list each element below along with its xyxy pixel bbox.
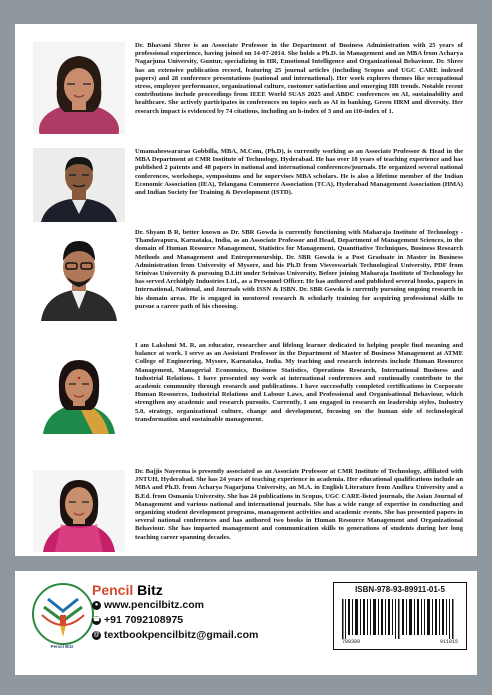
author-bio-3 [33, 229, 463, 321]
barcode-digits [342, 639, 458, 645]
publisher-footer [15, 571, 477, 675]
author-bio-4 [33, 342, 463, 434]
isbn-barcode [333, 582, 467, 650]
author-photo-2 [33, 148, 125, 222]
publisher-name [92, 582, 163, 598]
barcode-bars [342, 599, 458, 639]
logo-caption: Pencil Bitz [50, 644, 74, 649]
publisher-logo [32, 583, 94, 645]
website-row[interactable] [92, 599, 204, 611]
author-bio-text-3: Dr. Shyam B R, better known as Dr. SBR Gowda is currently functioning with Maharaja Institute of Technology - Thandavapura, Karnataka, India, as an Associate Professor and Head, Department of Management Sciences, in the domain of Human Resource Management, Statistics for Management, Quantitative Techniques, Business Research Methods and Management and Entrepreneurship. Dr. SBR Gowda is a Post Graduate in Master in Business Administration from University of Mysore, and his Ph.D from Visveswariah Technological University, PDF from Srinivas University & pursuing D.Litt under Srinivas University. Before joining Maharaja Institute of Technology he has served Archidply Industries Ltd., as a Personnel Officer. He has authored and published several books, papers in International, National, and Journals with ISSN & ISBN. Dr. SBR Gowda is currently pursuing ongoing research in his domain areas. He is engaged in mentored research & scholarly training for acquiring professional skills to pursue a career path of his choosing. [135, 229, 464, 310]
barcode-digits-right: 911015 [439, 639, 458, 645]
author-bio-5 [33, 468, 463, 552]
isbn-label: ISBN-978-93-89911-01-5 [355, 585, 445, 594]
author-bio-text-4: I am Lakshmi M. R, an educator, researcher and lifelong learner dedicated to helping people find meaning and balance at work. I serve as an Assistant Professor in the Department of Master of Business Management at ATME College of Engineering, Mysore, Karnataka, India. My teaching and research interests include Human Resource Management, Managerial Economics, Business Statistics, Operations Research, International Business and Industrial Relations. I have presented my work at international conferences and continually contribute to the academic community through research and publications. I have successfully completed certifications in Corporate Human Resources, Industrial Relations and Labour Laws, and Professional and Organisational Behaviour, which strengthen my academic and research pursuits. Currently, I am engaged in research on leadership styles, Industry 5.0, strategy, organizational culture, change and development, focusing on the human side of technological transformation and sustainable management. [135, 342, 463, 423]
publisher-name-part2: Bitz [133, 582, 163, 598]
author-photo-5 [33, 470, 125, 552]
author-bio-text-2: Umamaheswararao Gobbilla, MBA, M.Com, (Ph.D), is currently working as an Associate Professor & Head in the MBA Department at CMR Institute of Technology, Hyderabad. He has over 18 years of teaching experience and has published 2 patents and 48 papers in national and international conferences/journals. He organized several national conferences, workshops, symposiums and he supervises MBA scholars. He is also a lifetime member of the Indian Economic Association (IEA), Telangana Commerce Association (TCA), Hyderabad Management Association (HMA) and Indian Society for Training & Development (ISTD). [135, 148, 463, 197]
author-bio-2 [33, 148, 463, 222]
phone-number[interactable]: +91 7092108975 [104, 614, 184, 626]
author-photo-3 [33, 229, 125, 321]
author-photo-4 [33, 350, 125, 434]
author-bio-text-1: Dr. Bhavani Shree is an Associate Professor in the Department of Business Administration with 25 years of professional experience, having joined on 14-07-2014. She holds a Ph.D. in Management and an MBA from Acharya Nagarjuna University, Guntur, specializing in HR, Emotional Intelligence and Organizational Behaviour. Dr. Shree has an extensive publication record, featuring 25 journal articles (including Scopus and UGC CARE indexed papers) and 28 conference presentations (national and international). Her work explores themes like occupational stress, employee performance, organizational culture, customer satisfaction and emerging HR trends. Notable recent contributions include proceedings from IEEE World SUAS 2025 and ABDC conferences on AI, sustainability and healthcare. She actively participates in conferences on topics such as AI in banking, Green HRM and diversity. Her research impact is evidenced by 74 citations, including an h-index of 3 and an i10-index of 1. [135, 42, 463, 115]
barcode-digits-left: 789389 [342, 639, 361, 645]
phone-row[interactable] [92, 614, 183, 626]
publisher-name-part1: Pencil [92, 582, 134, 598]
author-bio-1 [33, 42, 463, 134]
email-address[interactable]: textbookpencilbitz@gmail.com [104, 629, 259, 641]
whatsapp-icon: ☎ [92, 616, 101, 623]
email-icon: @ [93, 631, 100, 638]
author-bios-panel [15, 24, 477, 556]
author-bio-text-5: Dr. Bajjis Nayeema is presently associated as an Associate Professor at CMR Institute of Technology, affiliated with JNTUH, Hyderabad. She has 24 years of teaching experience in academia. Her educational qualifications include an MBA and Ph.D. from Acharya Nagarjuna University, an M.A. in English Literature from Andhra University and a B.Ed. from Osmania University. She has 24 publications in Scopus, UGC CARE-listed journals, the Asian Journal of Management and various national and international journals. She has a wide range of expertise in conducting and organizing student development programs, management activities and academic events. She has presented papers in several national conferences and has authored two books in Human Resource Management and Organizational Behaviour. She has imparted management and communication skills to generations of students during her long teaching career spanning decades. [135, 468, 463, 541]
globe-icon: ● [92, 601, 101, 610]
author-photo-1 [33, 42, 125, 134]
email-row[interactable] [92, 629, 258, 641]
website-link[interactable]: www.pencilbitz.com [104, 599, 204, 611]
